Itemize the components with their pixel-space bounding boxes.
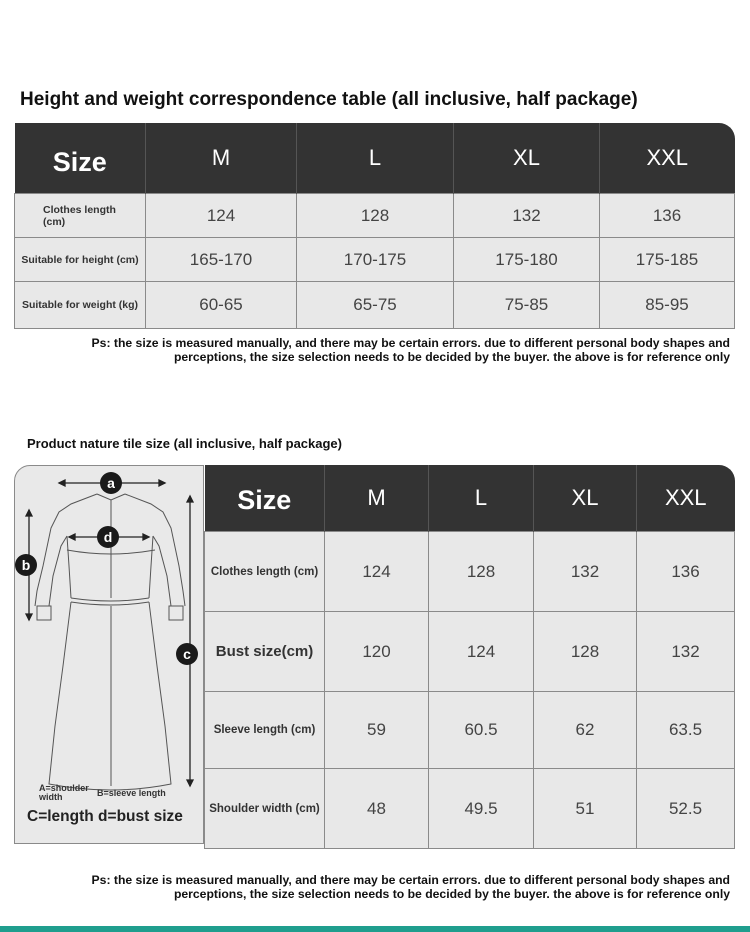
marker-a <box>100 472 122 494</box>
marker-b <box>15 554 37 576</box>
table-cell: 62 <box>534 692 637 769</box>
svg-text:d: d <box>103 529 113 545</box>
header-size: Size <box>15 123 146 194</box>
table-cell: 128 <box>297 194 454 238</box>
table-cell: 124 <box>325 532 429 612</box>
table-cell: 49.5 <box>429 769 534 849</box>
accent-line <box>0 926 750 932</box>
legend-cd: C=length d=bust size <box>27 808 183 825</box>
table-cell: 128 <box>429 532 534 612</box>
table-cell: 60.5 <box>429 692 534 769</box>
svg-text:b: b <box>21 557 31 573</box>
table-cell: 124 <box>429 612 534 692</box>
table-cell: 63.5 <box>637 692 735 769</box>
size-note-1 <box>92 336 730 364</box>
note-line: Ps: the size is measured manually, and there may be certain errors. due to different personal body shapes and <box>91 336 730 350</box>
table-cell: 136 <box>637 532 735 612</box>
table-cell: 136 <box>600 194 735 238</box>
table-header-row <box>205 465 735 532</box>
marker-d <box>97 526 119 548</box>
header-m: M <box>325 465 429 532</box>
svg-text:a: a <box>107 475 115 491</box>
legend-b: B=sleeve length <box>97 788 166 798</box>
section2-title: Product nature tile size (all inclusive, half package) <box>27 436 342 451</box>
row-label: Bust size(cm) <box>205 612 325 692</box>
header-xxl: XXL <box>637 465 735 532</box>
table-cell: 165-170 <box>146 238 297 282</box>
header-m: M <box>146 123 297 194</box>
table-cell: 65-75 <box>297 282 454 329</box>
row-label: Clothes length (cm) <box>15 194 146 238</box>
table-cell: 128 <box>534 612 637 692</box>
header-xl: XL <box>534 465 637 532</box>
header-size: Size <box>205 465 325 532</box>
header-l: L <box>297 123 454 194</box>
legend-a: A=shoulder width <box>39 783 89 802</box>
section1-title: Height and weight correspondence table (all inclusive, half package) <box>20 89 638 110</box>
header-l: L <box>429 465 534 532</box>
table-cell: 85-95 <box>600 282 735 329</box>
table-cell: 132 <box>534 532 637 612</box>
note-line: Ps: the size is measured manually, and there may be certain errors. due to different personal body shapes and <box>91 873 730 887</box>
row-label: Sleeve length (cm) <box>205 692 325 769</box>
table-cell: 60-65 <box>146 282 297 329</box>
table-cell: 51 <box>534 769 637 849</box>
size-note-2 <box>92 873 730 901</box>
table-cell: 75-85 <box>454 282 600 329</box>
table-row <box>15 194 735 238</box>
height-weight-table <box>14 123 735 329</box>
row-label: Suitable for height (cm) <box>15 238 146 282</box>
table-cell: 48 <box>325 769 429 849</box>
table-cell: 175-185 <box>600 238 735 282</box>
row-label: Shoulder width (cm) <box>205 769 325 849</box>
table-header-row <box>15 123 735 194</box>
table-cell: 170-175 <box>297 238 454 282</box>
table-cell: 175-180 <box>454 238 600 282</box>
table-cell: 132 <box>454 194 600 238</box>
table-cell: 120 <box>325 612 429 692</box>
header-xl: XL <box>454 123 600 194</box>
row-label: Suitable for weight (kg) <box>15 282 146 329</box>
svg-text:c: c <box>183 646 191 662</box>
table-row <box>205 769 735 849</box>
note-line: perceptions, the size selection needs to be decided by the buyer. the above is for reference only <box>173 350 730 364</box>
table-cell: 52.5 <box>637 769 735 849</box>
table-row <box>205 692 735 769</box>
note-line: perceptions, the size selection needs to be decided by the buyer. the above is for reference only <box>173 887 730 901</box>
table-cell: 59 <box>325 692 429 769</box>
table-row <box>205 612 735 692</box>
table-row <box>15 282 735 329</box>
table-row <box>205 532 735 612</box>
row-label: Clothes length (cm) <box>205 532 325 612</box>
table-row <box>15 238 735 282</box>
garment-size-table <box>204 465 735 849</box>
table-cell: 132 <box>637 612 735 692</box>
marker-c <box>176 643 198 665</box>
header-xxl: XXL <box>600 123 735 194</box>
table-cell: 124 <box>146 194 297 238</box>
